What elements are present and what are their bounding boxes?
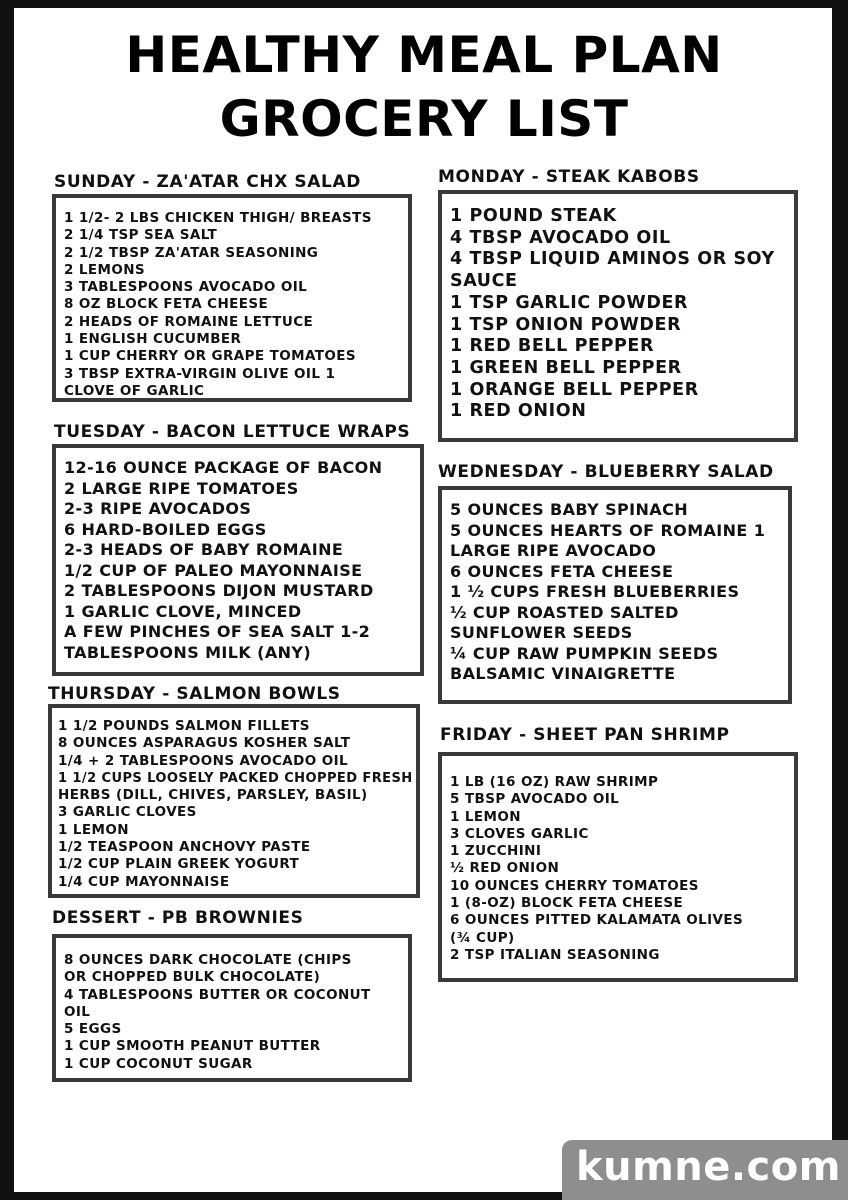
list-item: SUNFLOWER SEEDS xyxy=(450,623,633,642)
section-title-wednesday: WEDNESDAY - BLUEBERRY SALAD xyxy=(438,462,774,482)
list-item: 3 GARLIC CLOVES xyxy=(58,804,197,821)
list-item: 2 HEADS OF ROMAINE LETTUCE xyxy=(64,313,314,330)
title-line-2: GROCERY LIST xyxy=(219,90,629,148)
list-item: LARGE RIPE AVOCADO xyxy=(450,541,657,560)
section-title-friday: FRIDAY - SHEET PAN SHRIMP xyxy=(440,725,730,745)
box-monday xyxy=(438,190,798,442)
list-item: 4 TBSP AVOCADO OIL xyxy=(450,227,671,248)
list-item: 1 1/2 CUPS LOOSELY PACKED CHOPPED FRESH xyxy=(58,770,413,786)
list-item: 4 TBSP LIQUID AMINOS OR SOY xyxy=(450,249,775,270)
items-thursday xyxy=(58,718,416,891)
list-item: 5 OUNCES HEARTS OF ROMAINE 1 xyxy=(450,520,766,540)
box-tuesday xyxy=(52,444,424,676)
list-item: 1 ORANGE BELL PEPPER xyxy=(450,379,699,400)
watermark-badge xyxy=(562,1140,848,1200)
list-item: 5 TBSP AVOCADO OIL xyxy=(450,791,620,808)
list-item: 8 OUNCES ASPARAGUS KOSHER SALT xyxy=(58,735,351,752)
list-item: 1 CUP COCONUT SUGAR xyxy=(64,1055,253,1072)
list-item: 1 (8-OZ) BLOCK FETA CHEESE xyxy=(450,895,684,912)
section-title-thursday: THURSDAY - SALMON BOWLS xyxy=(48,684,341,704)
list-item: 1 GARLIC CLOVE, MINCED xyxy=(64,601,302,621)
list-item: OIL xyxy=(64,1003,91,1020)
list-item: 2 TSP ITALIAN SEASONING xyxy=(450,946,660,963)
list-item: 1 ½ CUPS FRESH BLUEBERRIES xyxy=(450,582,740,601)
list-item: 5 EGGS xyxy=(64,1021,122,1038)
list-item: 2 1/2 TBSP ZA'ATAR SEASONING xyxy=(64,244,319,261)
list-item: CLOVE OF GARLIC xyxy=(64,382,205,399)
list-item: 6 OUNCES PITTED KALAMATA OLIVES xyxy=(450,912,744,929)
box-sunday xyxy=(52,194,412,402)
list-item: 2 1/4 TSP SEA SALT xyxy=(64,227,218,244)
list-item: 1 LEMON xyxy=(450,808,521,825)
list-item: ½ RED ONION xyxy=(450,860,560,877)
list-item: 1/2 TEASPOON ANCHOVY PASTE xyxy=(58,839,311,856)
list-item: 3 TBSP EXTRA-VIRGIN OLIVE OIL 1 xyxy=(64,365,336,382)
list-item: HERBS (DILL, CHIVES, PARSLEY, BASIL) xyxy=(58,787,368,804)
list-item: 3 TABLESPOONS AVOCADO OIL xyxy=(64,279,308,296)
list-item: 6 OUNCES FETA CHEESE xyxy=(450,561,674,581)
list-item: 1 1/2- 2 LBS CHICKEN THIGH/ BREASTS xyxy=(64,210,372,226)
list-item: 1 POUND STEAK xyxy=(450,206,617,226)
list-item: ¼ CUP RAW PUMPKIN SEEDS xyxy=(450,643,719,663)
list-item: 1/4 CUP MAYONNAISE xyxy=(58,873,230,890)
list-item: 1 ENGLISH CUCUMBER xyxy=(64,331,242,348)
list-item: 1 CUP SMOOTH PEANUT BUTTER xyxy=(64,1038,321,1055)
box-wednesday xyxy=(438,486,792,704)
list-item: 1 TSP ONION POWDER xyxy=(450,314,682,335)
section-title-monday: MONDAY - STEAK KABOBS xyxy=(438,167,700,187)
list-item: TABLESPOONS MILK (ANY) xyxy=(64,642,312,662)
box-friday xyxy=(438,752,798,982)
items-friday xyxy=(450,774,794,964)
list-item: ½ CUP ROASTED SALTED xyxy=(450,602,679,622)
list-item: OR CHOPPED BULK CHOCOLATE) xyxy=(64,969,321,986)
items-tuesday xyxy=(64,458,420,663)
list-item: 1 ZUCCHINI xyxy=(450,843,542,860)
list-item: 2-3 HEADS OF BABY ROMAINE xyxy=(64,540,344,559)
list-item: 1 RED BELL PEPPER xyxy=(450,336,655,357)
watermark-text: kumne.com xyxy=(576,1144,841,1190)
list-item: 1 GREEN BELL PEPPER xyxy=(450,357,682,378)
list-item: 1 CUP CHERRY OR GRAPE TOMATOES xyxy=(64,348,356,365)
box-thursday xyxy=(48,704,420,898)
list-item: 8 OUNCES DARK CHOCOLATE (CHIPS xyxy=(64,952,352,968)
list-item: 1/2 CUP PLAIN GREEK YOGURT xyxy=(58,856,300,873)
items-wednesday xyxy=(450,500,788,685)
list-item: 2-3 RIPE AVOCADOS xyxy=(64,499,252,518)
items-monday xyxy=(450,206,794,423)
list-item: 3 CLOVES GARLIC xyxy=(450,825,589,842)
list-item: 2 TABLESPOONS DIJON MUSTARD xyxy=(64,581,374,600)
list-item: 12-16 OUNCE PACKAGE OF BACON xyxy=(64,458,383,477)
section-title-tuesday: TUESDAY - BACON LETTUCE WRAPS xyxy=(54,422,411,442)
list-item: 1 TSP GARLIC POWDER xyxy=(450,292,689,313)
box-dessert xyxy=(52,934,412,1082)
list-item: (¾ CUP) xyxy=(450,929,515,946)
list-item: 1 LB (16 OZ) RAW SHRIMP xyxy=(450,774,659,790)
list-item: 10 OUNCES CHERRY TOMATOES xyxy=(450,877,699,894)
list-item: BALSAMIC VINAIGRETTE xyxy=(450,664,676,683)
list-item: 1 1/2 POUNDS SALMON FILLETS xyxy=(58,718,310,734)
list-item: 1/4 + 2 TABLESPOONS AVOCADO OIL xyxy=(58,752,348,769)
section-title-dessert: DESSERT - PB BROWNIES xyxy=(52,908,304,928)
list-item: 2 LEMONS xyxy=(64,261,146,278)
section-title-sunday: SUNDAY - ZA'ATAR CHX SALAD xyxy=(54,172,361,192)
list-item: SAUCE xyxy=(450,271,518,292)
grocery-list-page xyxy=(14,8,832,1192)
list-item: A FEW PINCHES OF SEA SALT 1-2 xyxy=(64,622,371,641)
items-dessert xyxy=(64,952,408,1073)
list-item: 4 TABLESPOONS BUTTER OR COCONUT xyxy=(64,986,371,1003)
list-item: 6 HARD-BOILED EGGS xyxy=(64,519,267,539)
list-item: 1/2 CUP OF PALEO MAYONNAISE xyxy=(64,560,363,580)
list-item: 5 OUNCES BABY SPINACH xyxy=(450,500,689,519)
list-item: 2 LARGE RIPE TOMATOES xyxy=(64,478,299,498)
items-sunday xyxy=(64,210,408,400)
title-line-1: HEALTHY MEAL PLAN xyxy=(125,26,723,84)
list-item: 8 OZ BLOCK FETA CHEESE xyxy=(64,296,269,313)
list-item: 1 LEMON xyxy=(58,821,129,838)
list-item: 1 RED ONION xyxy=(450,401,587,422)
